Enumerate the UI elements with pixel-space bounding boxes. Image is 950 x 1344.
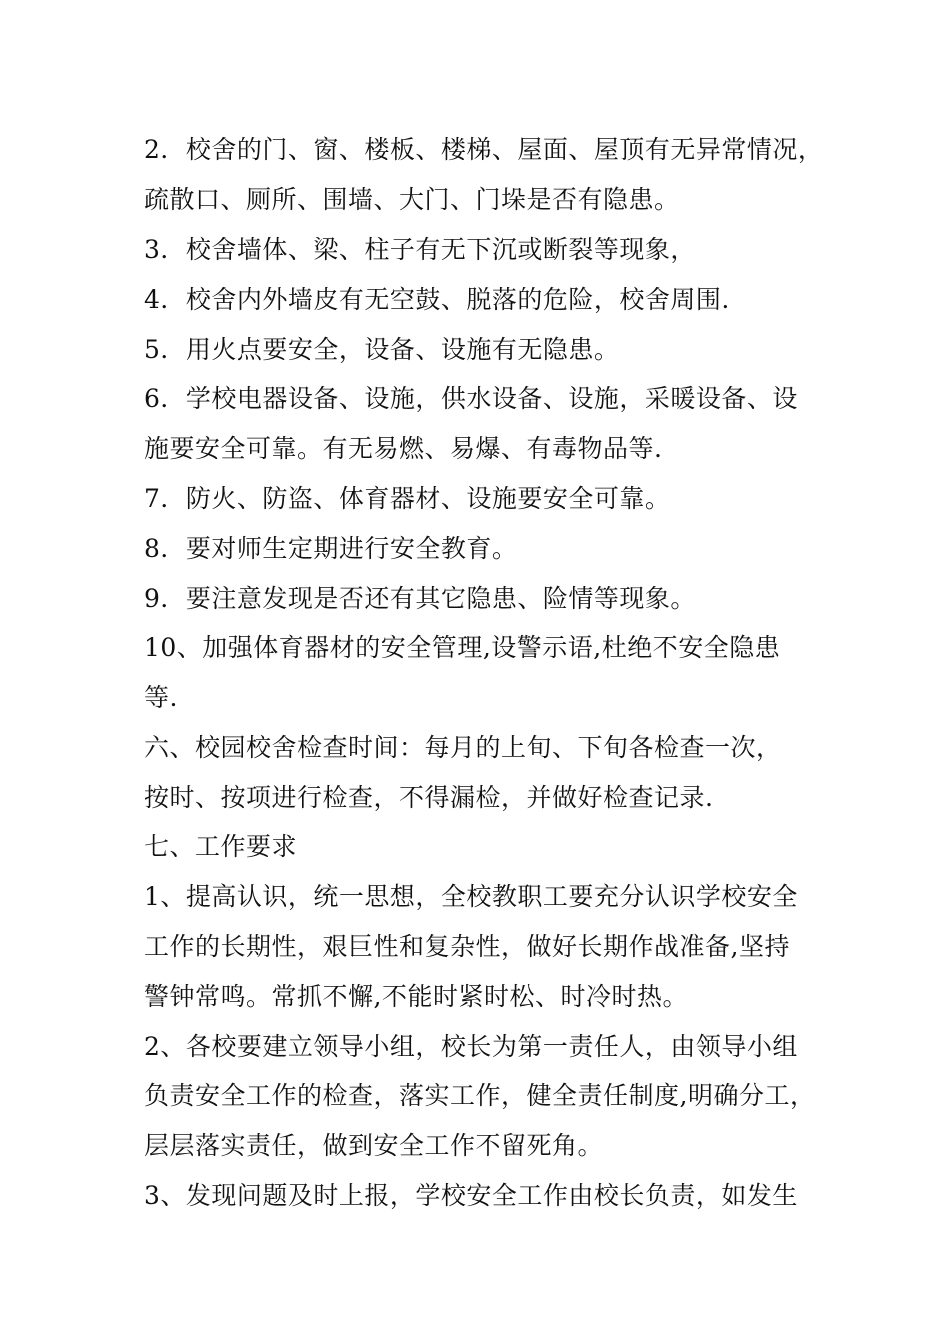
text-line: 3．校舍墙体、梁、柱子有无下沉或断裂等现象， — [144, 235, 696, 264]
text-line: 等. — [144, 683, 178, 712]
text-line: 9．要注意发现是否还有其它隐患、险情等现象。 — [144, 584, 696, 613]
text-line: 6．学校电器设备、设施，供水设备、设施，采暖设备、设 — [144, 384, 798, 413]
text-line: 按时、按项进行检查，不得漏检，并做好检查记录. — [144, 783, 714, 812]
text-line: 负责安全工作的检查，落实工作，健全责任制度,明确分工， — [144, 1081, 816, 1110]
text-line: 工作的长期性，艰巨性和复杂性，做好长期作战准备,坚持 — [144, 932, 790, 961]
text-line: 4．校舍内外墙皮有无空鼓、脱落的危险，校舍周围. — [144, 285, 730, 314]
text-line: 2、各校要建立领导小组，校长为第一责任人，由领导小组 — [144, 1032, 798, 1061]
text-line: 3、发现问题及时上报，学校安全工作由校长负责，如发生 — [144, 1181, 798, 1210]
text-line: 7．防火、防盗、体育器材、设施要安全可靠。 — [144, 484, 671, 513]
text-line: 疏散口、厕所、围墙、大门、门垛是否有隐患。 — [144, 185, 680, 214]
text-line: 5．用火点要安全，设备、设施有无隐患。 — [144, 335, 620, 364]
text-line: 六、校园校舍检查时间：每月的上旬、下旬各检查一次， — [144, 733, 782, 762]
text-line: 10、加强体育器材的安全管理,设警示语,杜绝不安全隐患 — [144, 633, 781, 662]
text-line: 2．校舍的门、窗、楼板、楼梯、屋面、屋顶有无异常情况， — [144, 135, 824, 164]
text-line: 1、提高认识，统一思想，全校教职工要充分认识学校安全 — [144, 882, 798, 911]
text-line: 施要安全可靠。有无易燃、易爆、有毒物品等. — [144, 434, 663, 463]
section-heading: 七、工作要求 — [144, 832, 298, 861]
text-line: 层层落实责任，做到安全工作不留死角。 — [144, 1131, 604, 1160]
text-line: 警钟常鸣。常抓不懈,不能时紧时松、时冷时热。 — [144, 982, 688, 1011]
text-line: 8．要对师生定期进行安全教育。 — [144, 534, 518, 563]
